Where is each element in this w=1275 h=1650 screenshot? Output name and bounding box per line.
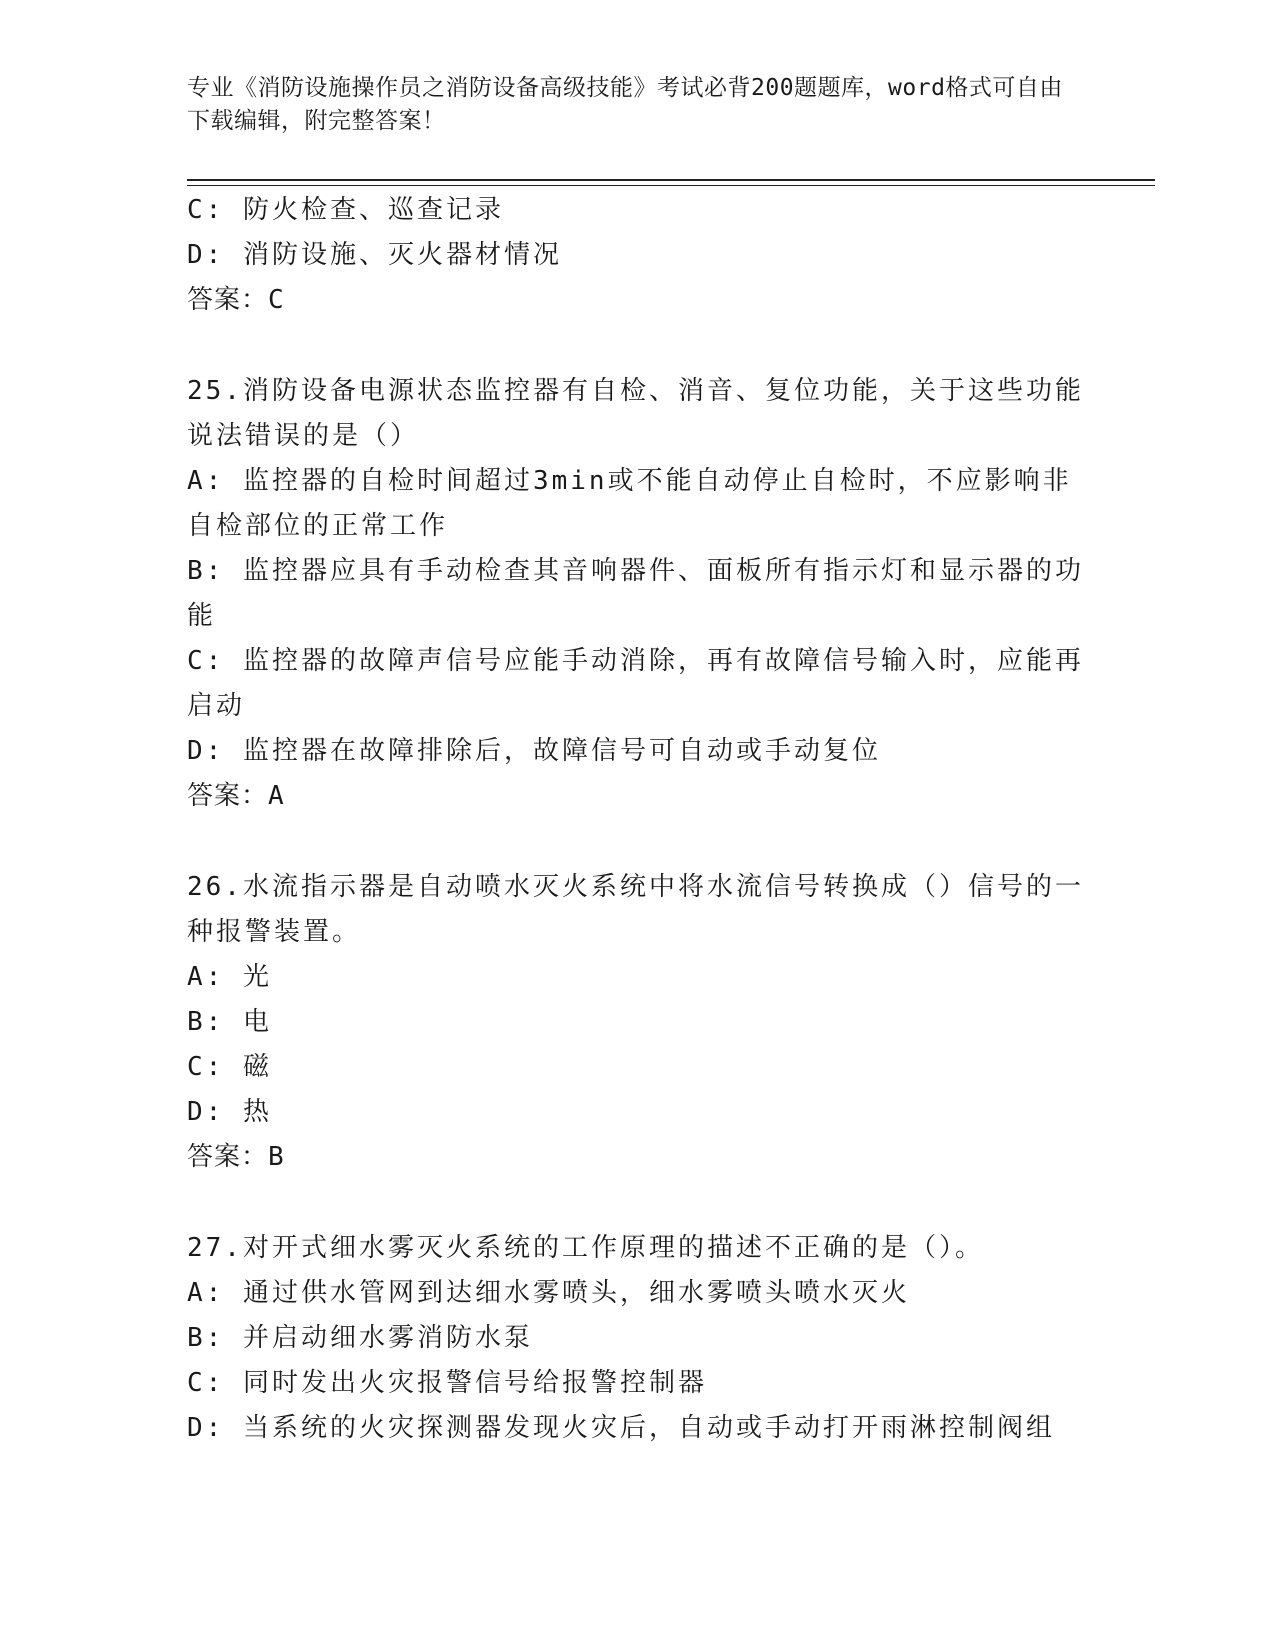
header-divider-secondary — [187, 185, 1155, 186]
option-line: D: 当系统的火灾探测器发现火灾后，自动或手动打开雨淋控制阀组 — [187, 1413, 1055, 1443]
question-stem-line: 25.消防设备电源状态监控器有自检、消音、复位功能，关于这些功能 — [187, 376, 1084, 406]
option-line: 启动 — [187, 691, 246, 721]
question-stem-line: 27.对开式细水雾灭火系统的工作原理的描述不正确的是（）。 — [187, 1233, 984, 1263]
option-line: A: 光 — [187, 962, 272, 992]
option-line: 自检部位的正常工作 — [187, 511, 449, 541]
question-stem-line: 26.水流指示器是自动喷水灭火系统中将水流信号转换成（）信号的一 — [187, 872, 1084, 902]
question-27 — [187, 1226, 1087, 1451]
option-line: D: 消防设施、灭火器材情况 — [187, 240, 562, 270]
option-line: B: 并启动细水雾消防水泵 — [187, 1323, 533, 1353]
question-spacer — [187, 323, 1087, 369]
question-stem-line: 种报警装置。 — [187, 917, 362, 947]
option-line: 能 — [187, 601, 217, 631]
question-25 — [187, 369, 1087, 819]
answer-line: 答案：A — [187, 781, 285, 811]
option-line: C: 同时发出火灾报警信号给报警控制器 — [187, 1368, 707, 1398]
option-line: A: 监控器的自检时间超过3min或不能自动停止自检时，不应影响非 — [187, 466, 1072, 496]
option-line: B: 电 — [187, 1007, 272, 1037]
option-line: B: 监控器应具有手动检查其音响器件、面板所有指示灯和显示器的功 — [187, 556, 1084, 586]
option-line: C: 磁 — [187, 1052, 272, 1082]
question-content — [187, 188, 1087, 1451]
question-26 — [187, 865, 1087, 1180]
option-line: C: 监控器的故障声信号应能手动消除，再有故障信号输入时，应能再 — [187, 646, 1084, 676]
question-stem-line: 说法错误的是（） — [187, 421, 420, 451]
answer-line: 答案：B — [187, 1142, 285, 1172]
partial-question — [187, 188, 1087, 323]
answer-line: 答案：C — [187, 285, 285, 315]
question-spacer — [187, 819, 1087, 865]
option-line: D: 热 — [187, 1097, 272, 1127]
document-header: 专业《消防设施操作员之消防设备高级技能》考试必背200题题库，word格式可自由下载编辑，附完整答案！ — [187, 75, 1063, 134]
option-line: A: 通过供水管网到达细水雾喷头，细水雾喷头喷水灭火 — [187, 1278, 910, 1308]
question-spacer — [187, 1180, 1087, 1226]
header-divider — [187, 179, 1155, 181]
option-line: C: 防火检查、巡查记录 — [187, 195, 504, 225]
option-line: D: 监控器在故障排除后，故障信号可自动或手动复位 — [187, 736, 881, 766]
